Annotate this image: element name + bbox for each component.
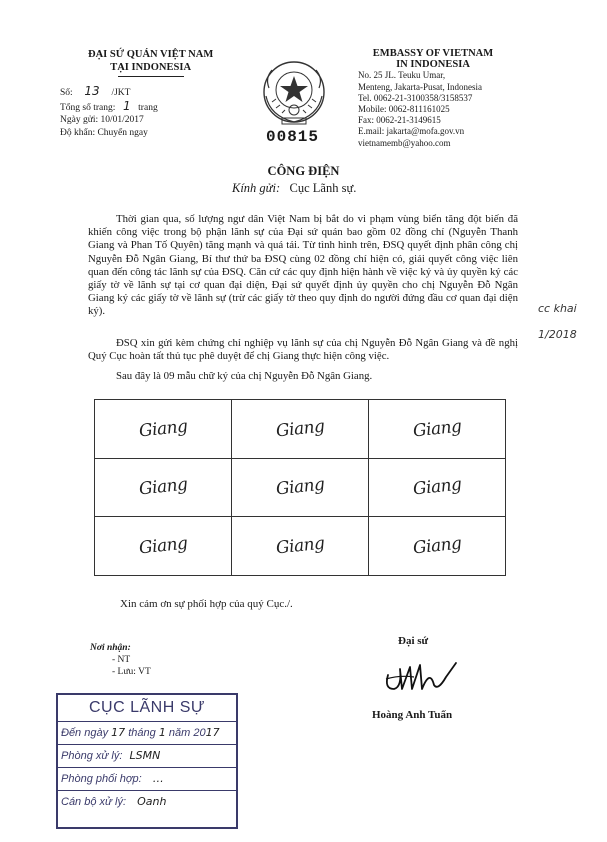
- document-title: CÔNG ĐIỆN: [267, 164, 340, 178]
- table-row: [95, 458, 506, 517]
- embassy-name-line2: TẠI INDONESIA: [110, 62, 192, 73]
- signature-sample-cell: [369, 400, 506, 459]
- closing-thanks: Xin cảm ơn sự phối hợp của quý Cục./.: [120, 598, 293, 610]
- signature-sample: Giang: [411, 533, 463, 559]
- signature-sample-cell: [95, 458, 232, 517]
- signer-role: Đại sứ: [398, 635, 429, 647]
- document-meta: [60, 85, 158, 139]
- address-line1: No. 25 JL. Teuku Umar,: [358, 70, 446, 81]
- embassy-name-vn: [88, 48, 213, 77]
- signature-sample: Giang: [411, 416, 463, 442]
- recipients-list: [90, 642, 151, 678]
- address-line2: Menteng, Jakarta-Pusat, Indonesia: [358, 81, 482, 92]
- stamp-title: CỤC LÃNH SỰ: [58, 695, 236, 722]
- doc-number-line: Số: 13 /JKT: [60, 84, 131, 98]
- margin-handwritten-note: cc khai 1/2018: [538, 302, 577, 341]
- body-paragraph-2: ĐSQ xin gửi kèm chứng chỉ nghiệp vụ lãnh sự của chị Nguyễn Đỗ Ngân Giang và đề nghị Quý Cục hoàn tất thủ tục phê duyệt để chị Giang thực hiện công việc.: [88, 337, 518, 363]
- signer-name: Hoàng Anh Tuấn: [372, 709, 453, 721]
- signature-samples-table: [94, 399, 506, 576]
- table-row: [95, 517, 506, 576]
- signature-sample-cell: [95, 400, 232, 459]
- body-paragraph-3: Sau đây là 09 mẫu chữ ký của chị Nguyễn Đỗ Ngân Giang.: [116, 370, 373, 382]
- doc-number-handwritten: 13: [84, 84, 100, 98]
- stamp-row-coordinating-dept: Phòng phối hợp: …: [58, 768, 236, 791]
- stamp-row-date: Đến ngày 17 tháng 1 năm 2017: [58, 722, 236, 745]
- tel: Tel. 0062-21-3100358/3158537: [358, 92, 473, 103]
- urgency: Độ khẩn: Chuyển ngay: [60, 127, 148, 138]
- recipients-label: Nơi nhận:: [90, 643, 131, 653]
- signature-sample-cell: [369, 458, 506, 517]
- page-count-line: Tổng số trang: 1 trang: [60, 98, 158, 113]
- national-emblem-icon: [256, 58, 332, 130]
- signature-sample-cell: [232, 517, 369, 576]
- signature-sample: Giang: [137, 416, 189, 442]
- page-count-handwritten: 1: [122, 98, 131, 113]
- signature-sample-cell: [232, 400, 369, 459]
- embassy-name-en-line1: EMBASSY OF VIETNAM: [372, 48, 494, 59]
- signature-sample: Giang: [411, 475, 463, 500]
- recipient-item: - Lưu: VT: [112, 667, 151, 677]
- signature-sample: Giang: [274, 475, 326, 500]
- mobile: Mobile: 0062-811161025: [358, 104, 450, 115]
- received-stamp: [56, 693, 238, 829]
- body-paragraph-1: Thời gian qua, số lượng ngư dân Việt Nam bị bắt do vi phạm vùng biển tăng đột biến đã khiến công việc trong bộ phận lãnh sự của Đại sứ quán bao gồm 02 đồng chí (Nguyễn Thanh Giang và Phan Tố Quyên) tăng mạnh và quá tải. Từ tình hình trên, ĐSQ quyết định phân công chị Nguyễn Đỗ Ngân Giang, Bí thư thứ ba ĐSQ cùng 02 đồng chí hiện có, giải quyết công việc liên quan đến công tác lãnh sự của ĐSQ. Căn cứ các quy định hiện hành về việc ký và ủy quyền ký các giấy tờ về lãnh sự tại cơ quan đại diện, Đại sứ quyết định ủy quyền cho chị Nguyễn Đỗ Ngân Giang ký các giấy tờ về lãnh sự (trừ các giấy tờ theo quy định do người đứng đầu cơ quan đại diện ký).: [88, 213, 518, 318]
- signature-sample: Giang: [274, 533, 326, 559]
- signature-sample: Giang: [137, 475, 189, 500]
- stamp-row-handling-dept: Phòng xử lý: LSMN: [58, 745, 236, 768]
- signature-sample-cell: [369, 517, 506, 576]
- greeting-label: Kính gửi:: [232, 181, 281, 195]
- embassy-name-en-line2: IN INDONESIA: [396, 59, 470, 71]
- document-serial-number: 00815: [266, 128, 320, 146]
- signature-sample-cell: [232, 458, 369, 517]
- signature-sample-cell: [95, 517, 232, 576]
- greeting: [232, 181, 356, 196]
- fax: Fax: 0062-21-3149615: [358, 115, 441, 126]
- recipient-item: - NT: [112, 655, 131, 665]
- header-underline: [118, 76, 184, 77]
- greeting-recipient: Cục Lãnh sự.: [289, 181, 357, 195]
- stamp-row-officer: Cán bộ xử lý: Oanh: [61, 795, 167, 808]
- table-row: [95, 400, 506, 459]
- signature-sample: Giang: [274, 416, 326, 442]
- email-alt[interactable]: vietnamemb@yahoo.com: [358, 137, 451, 148]
- sent-date: Ngày gửi: 10/01/2017: [60, 115, 144, 125]
- ambassador-signature-icon: [380, 655, 460, 697]
- signature-sample: Giang: [137, 533, 189, 559]
- embassy-name-line1: ĐẠI SỨ QUÁN VIỆT NAM: [88, 49, 214, 60]
- email[interactable]: E.mail: jakarta@mofa.gov.vn: [358, 126, 465, 137]
- embassy-contact: [358, 48, 508, 149]
